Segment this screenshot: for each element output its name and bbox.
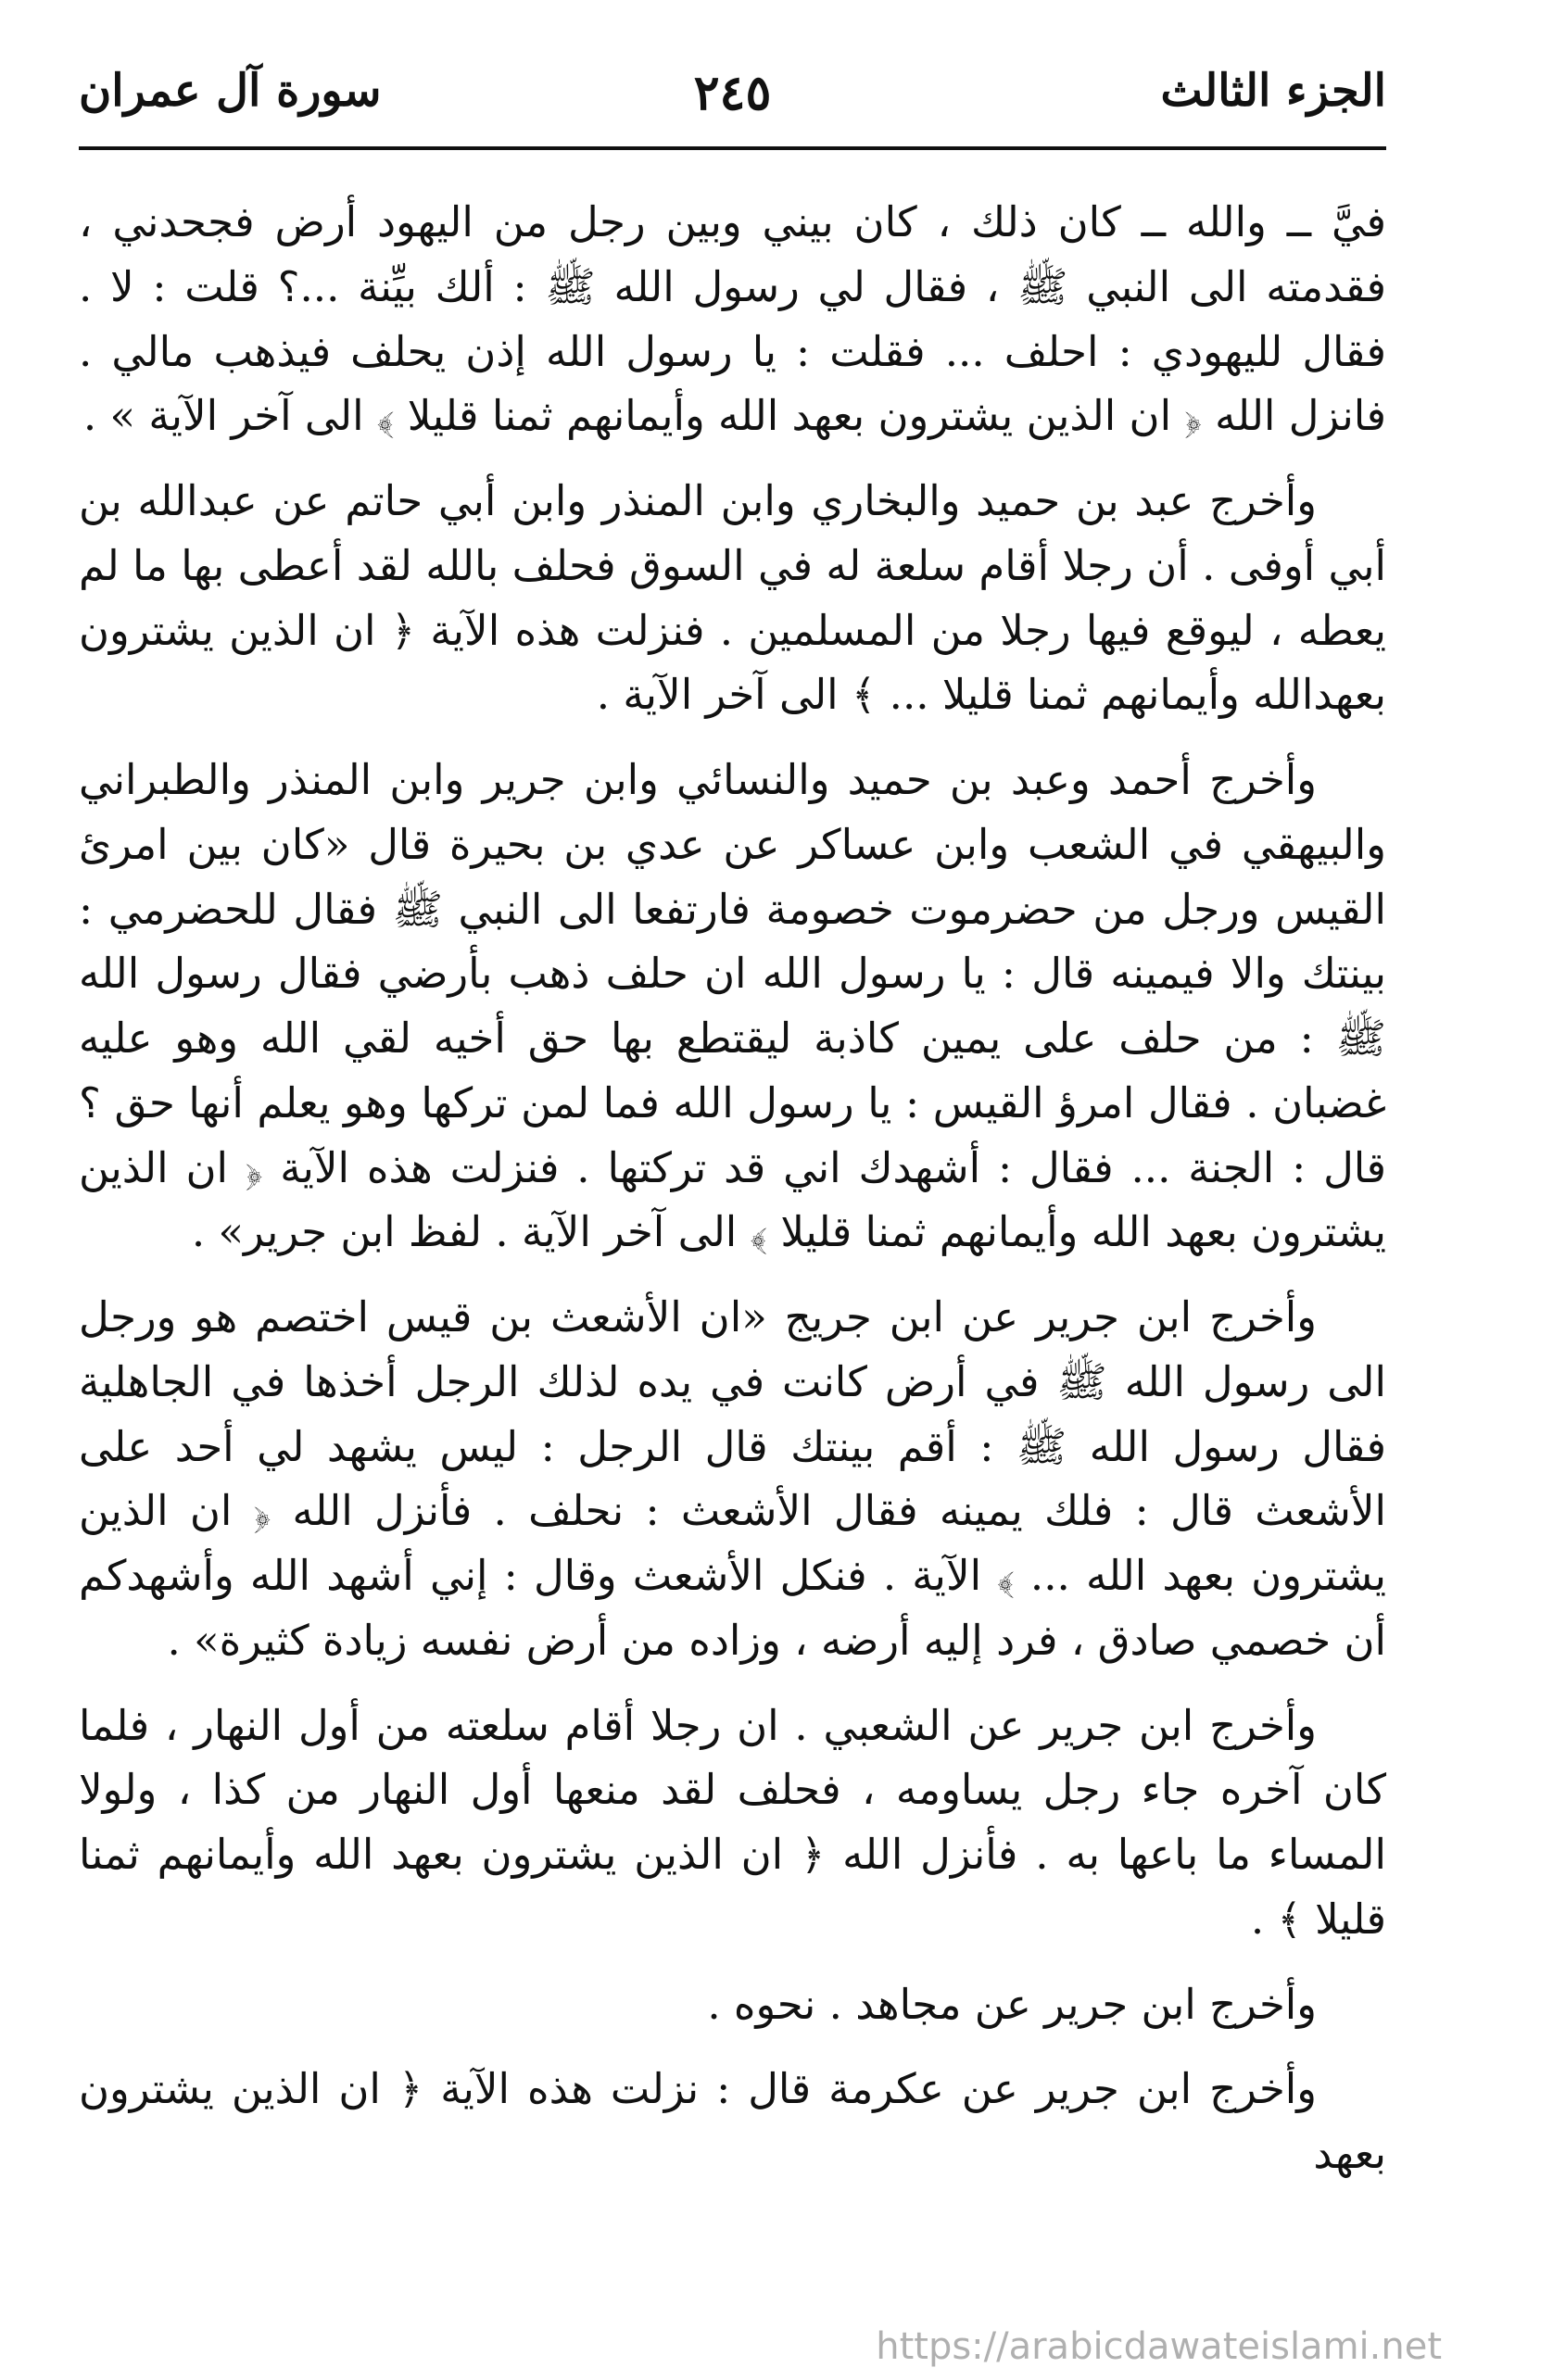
- paragraph-7: وأخرج ابن جرير عن عكرمة قال : نزلت هذه الآية ﴿ ان الذين يشترون بعهد: [79, 2064, 1386, 2178]
- header-rule: [79, 146, 1386, 150]
- paragraph-1: فيَّ ــ والله ــ كان ذلك ، كان بيني وبين رجل من اليهود أرض فجحدني ، فقدمته الى النبي ﷺ ، فقال لي رسول الله ﷺ : ألك بيِّنة ...؟ قلت : لا . فقال لليهودي : احلف ... فقلت : يا رسول الله إذن يحلف فيذهب مالي . فانزل الله ﴿ ان الذين يشترون بعهد الله وأيمانهم ثمنا قليلا ﴾ الى آخر الآية » .: [79, 197, 1386, 441]
- paragraph-6: وأخرج ابن جرير عن مجاهد . نحوه .: [707, 1979, 1317, 2029]
- page-header: [79, 65, 1386, 139]
- paragraph-3: وأخرج أحمد وعبد بن حميد والنسائي وابن جرير وابن المنذر والطبراني والبيهقي في الشعب وابن عساكر عن عدي بن بحيرة قال «كان بين امرئ القيس ورجل من حضرموت خصومة فارتفعا الى النبي ﷺ فقال للحضرمي : بينتك والا فيمينه قال : يا رسول الله ان حلف ذهب بأرضي فقال رسول الله ﷺ : من حلف على يمين كاذبة ليقتطع بها حق أخيه لقي الله وهو عليه غضبان . فقال امرؤ القيس : يا رسول الله فما لمن تركها وهو يعلم أنها حق ؟ قال : الجنة ... فقال : أشهدك اني قد تركتها . فنزلت هذه الآية ﴿ ان الذين يشترون بعهد الله وأيمانهم ثمنا قليلا ﴾ الى آخر الآية . لفظ ابن جرير» .: [79, 755, 1386, 1257]
- page-body: [79, 190, 1386, 2207]
- surah-title: سورة آل عمران: [79, 65, 382, 117]
- page-number: ٢٤٥: [693, 65, 772, 121]
- part-title: الجزء الثالث: [1160, 65, 1386, 117]
- paragraph-4: وأخرج ابن جرير عن ابن جريج «ان الأشعث بن قيس اختصم هو ورجل الى رسول الله ﷺ في أرض كانت في يده لذلك الرجل أخذها في الجاهلية فقال رسول الله ﷺ : أقم بينتك قال الرجل : ليس يشهد لي أحد على الأشعث قال : فلك يمينه فقال الأشعث : نحلف . فأنزل الله ﴿ ان الذين يشترون بعهد الله ... ﴾ الآية . فنكل الأشعث وقال : إني أشهد الله وأشهدكم أن خصمي صادق ، فرد إليه أرضه ، وزاده من أرض نفسه زيادة كثيرة» .: [79, 1292, 1387, 1665]
- paragraph-2: وأخرج عبد بن حميد والبخاري وابن المنذر وابن أبي حاتم عن عبدالله بن أبي أوفى . أن رجلا أقام سلعة له في السوق فحلف بالله لقد أعطى بها ما لم يعطه ، ليوقع فيها رجلا من المسلمين . فنزلت هذه الآية ﴿ ان الذين يشترون بعهدالله وأيمانهم ثمنا قليلا ... ﴾ الى آخر الآية .: [79, 476, 1386, 720]
- paragraph-5: وأخرج ابن جرير عن الشعبي . ان رجلا أقام سلعته من أول النهار ، فلما كان آخره جاء رجل يساومه ، فحلف لقد منعها أول النهار من كذا ، ولولا المساء ما باعها به . فأنزل الله ﴿ ان الذين يشترون بعهد الله وأيمانهم ثمنا قليلا ﴾ .: [79, 1700, 1386, 1944]
- watermark-url: https://arabicdawateislami.net: [876, 2325, 1442, 2368]
